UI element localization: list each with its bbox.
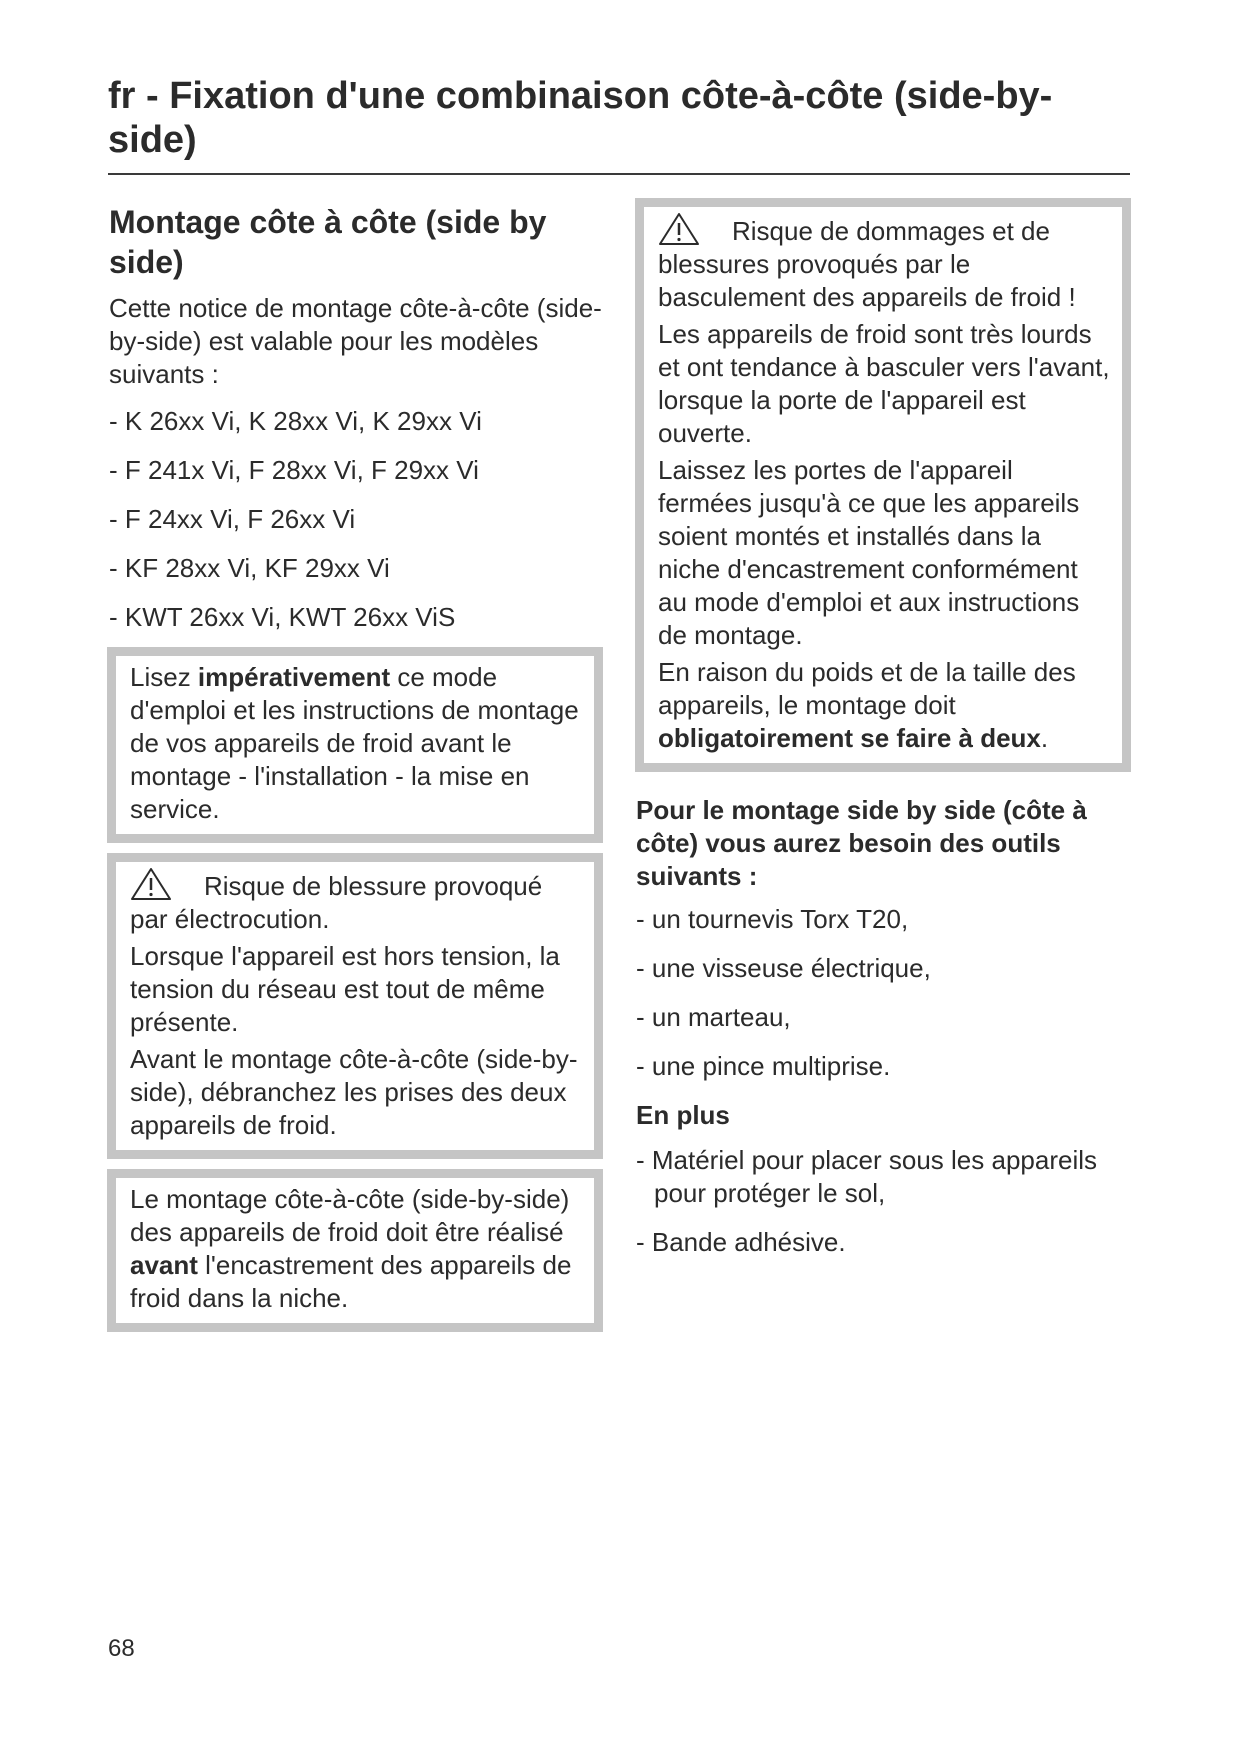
model-list: [109, 405, 609, 633]
model-item: - F 24xx Vi, F 26xx Vi: [109, 504, 356, 534]
warning-paragraph: Avant le montage côte-à-côte (side-by-side), débranchez les prises des deux appareils de froid.: [130, 1044, 578, 1140]
warning-paragraph: Lorsque l'appareil est hors tension, la tension du réseau est tout de même présente.: [130, 941, 560, 1037]
note-text: Le montage côte-à-côte (side-by-side) des appareils de froid doit être réalisé avant l'encastrement des appareils de froid dans la niche.: [130, 1184, 572, 1313]
warning-title: Risque de blessure provoqué par électrocution.: [130, 867, 582, 936]
intro-text: Cette notice de montage côte-à-côte (side-by-side) est valable pour les modèles suivants :: [109, 293, 602, 389]
right-column: [636, 198, 1136, 1275]
warning-paragraph: Les appareils de froid sont très lourds et ont tendance à basculer vers l'avant, lorsque la porte de l'appareil est ouverte.: [658, 319, 1110, 448]
left-column: [109, 202, 609, 1332]
warning-triangle-icon: [658, 212, 700, 246]
mounting-order-note: [107, 1169, 603, 1332]
tools-list: [636, 903, 1136, 1083]
extras-list: [636, 1144, 1136, 1259]
page-header: [108, 74, 1128, 162]
tools-heading: Pour le montage side by side (côte à côte) vous aurez besoin des outils suivants :: [636, 795, 1087, 891]
tool-item: - un tournevis Torx T20,: [636, 904, 909, 934]
electrocution-warning-box: [107, 853, 603, 1159]
warning-title: Risque de dommages et de blessures provoqués par le basculement des appareils de froid !: [658, 212, 1110, 314]
model-item: - K 26xx Vi, K 28xx Vi, K 29xx Vi: [109, 406, 482, 436]
warning-paragraph: Laissez les portes de l'appareil fermées jusqu'à ce que les appareils soient montés et installés dans la niche d'encastrement conformément au mode d'emploi et aux instructions de montage.: [658, 455, 1080, 650]
tool-item: - une visseuse électrique,: [636, 953, 931, 983]
extra-item: - Bande adhésive.: [636, 1227, 846, 1257]
extras-heading: En plus: [636, 1100, 730, 1130]
model-item: - F 241x Vi, F 28xx Vi, F 29xx Vi: [109, 455, 479, 485]
page-number: 68: [108, 1635, 135, 1662]
read-instructions-note: [107, 647, 603, 843]
section-title: Montage côte à côte (side by side): [109, 204, 547, 280]
note-text: Lisez impérativement ce mode d'emploi et les instructions de montage de vos appareils de froid avant le montage - l'installation - la mise en service.: [130, 662, 579, 824]
warning-triangle-icon: [130, 867, 172, 901]
warning-paragraph: En raison du poids et de la taille des appareils, le montage doit obligatoirement se faire à deux.: [658, 657, 1076, 753]
tool-item: - une pince multiprise.: [636, 1051, 891, 1081]
page-title: fr - Fixation d'une combinaison côte-à-côte (side-by-side): [108, 75, 1053, 161]
model-item: - KWT 26xx Vi, KWT 26xx ViS: [109, 602, 456, 632]
extra-item: - Matériel pour placer sous les appareils pour protéger le sol,: [636, 1145, 1097, 1208]
header-divider: [108, 173, 1130, 175]
model-item: - KF 28xx Vi, KF 29xx Vi: [109, 553, 390, 583]
tipping-warning-box: [635, 198, 1131, 772]
tool-item: - un marteau,: [636, 1002, 791, 1032]
